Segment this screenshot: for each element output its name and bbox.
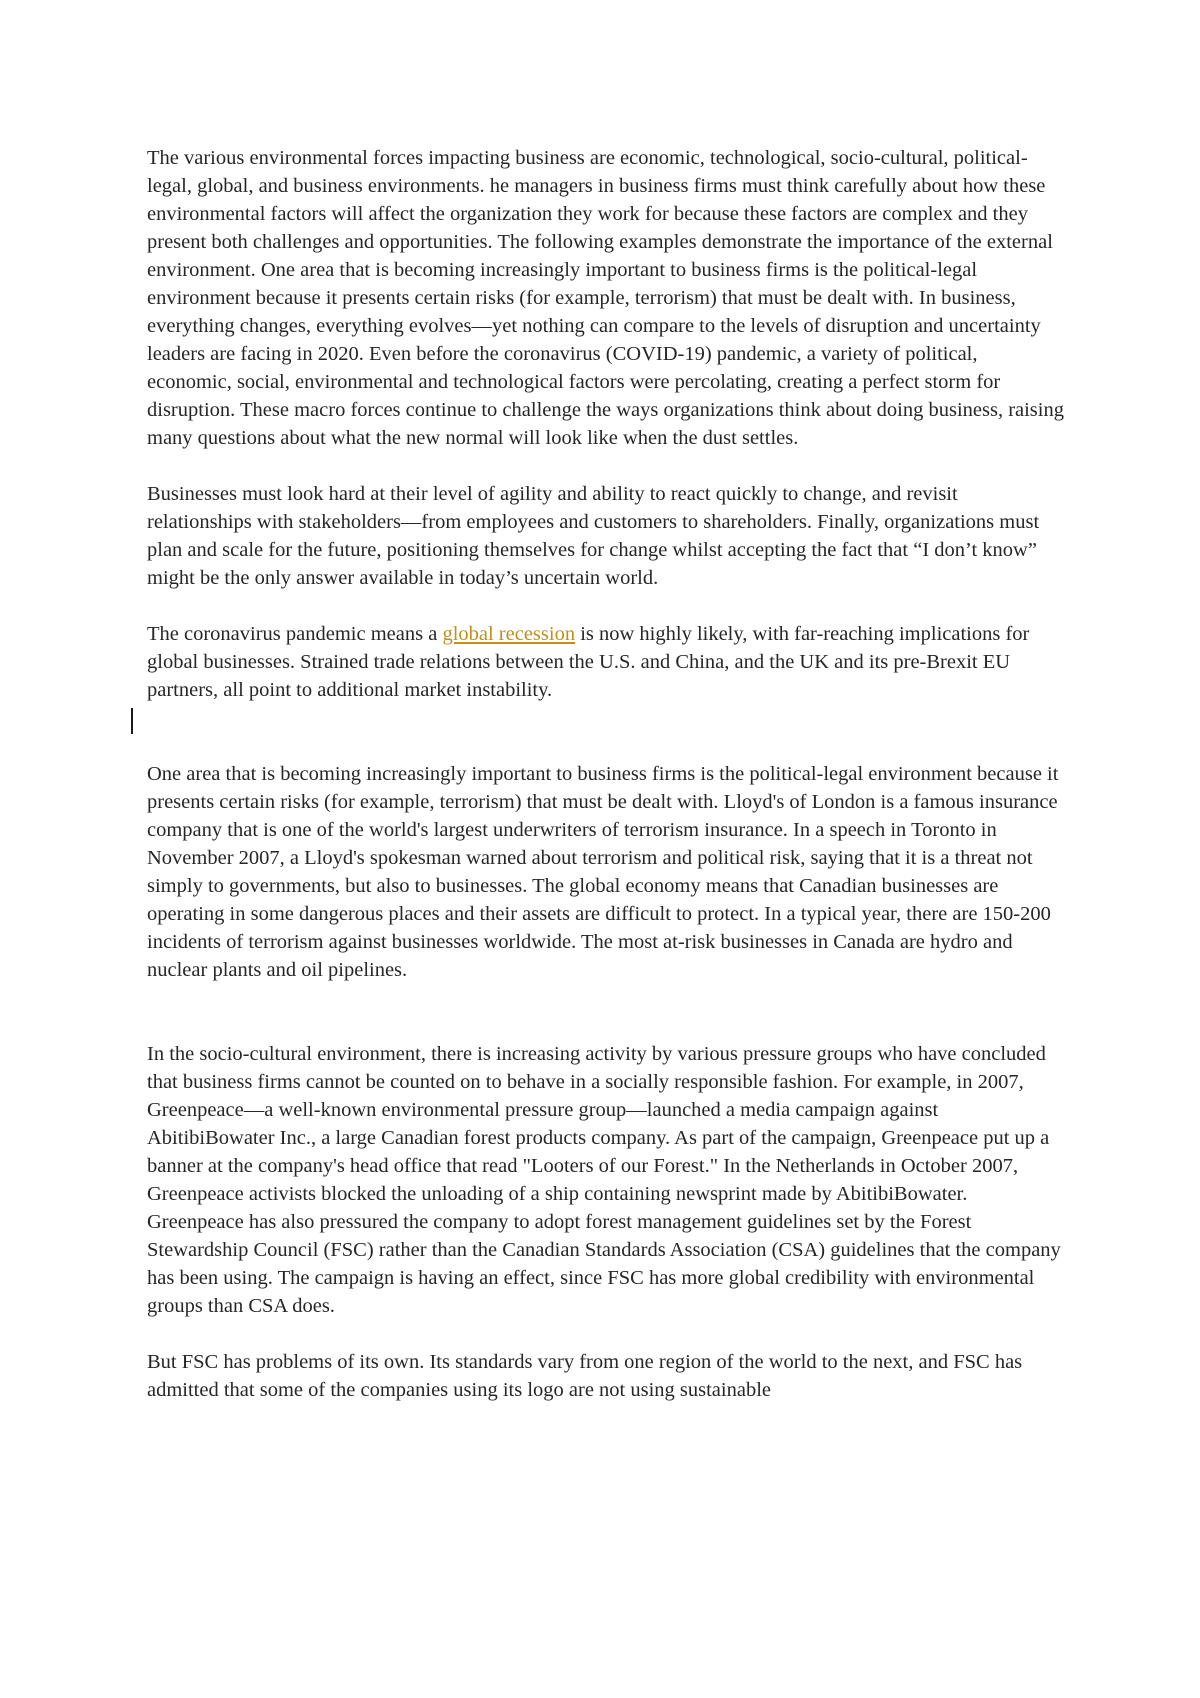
paragraph-political-legal: One area that is becoming increasingly important to business firms is the political-legal environment because it presents certain risks (for example, terrorism) that must be dealt with. Lloyd's of London is a famous insurance company that is one of the world's largest underwriters of terrorism insurance. In a speech in Toronto in November 2007, a Lloyd's spokesman warned about terrorism and political risk, saying that it is a threat not simply to governments, but also to businesses. The global economy means that Canadian businesses are operating in some dangerous places and their assets are difficult to protect. In a typical year, there are 150-200 incidents of terrorism against businesses worldwide. The most at-risk businesses in Canada are hydro and nuclear plants and oil pipelines. xyxy=(147,763,1059,981)
paragraph-spacer xyxy=(147,704,1067,760)
paragraph-agility: Businesses must look hard at their level of agility and ability to react quickly to change, and revisit relationships with stakeholders—from employees and customers to shareholders. Finally, organizations must plan and scale for the future, positioning themselves for change whilst accepting the fact that “I don’t know” might be the only answer available in today’s uncertain world. xyxy=(147,483,1040,589)
paragraph-text-before-link: The coronavirus pandemic means a xyxy=(147,623,443,645)
paragraph-fsc-problems: But FSC has problems of its own. Its standards vary from one region of the world to the next, and FSC has admitted that some of the companies using its logo are not using sustainable xyxy=(147,1351,1023,1401)
paragraph-environmental-forces: The various environmental forces impacting business are economic, technological, socio-cultural, political-legal, global, and business environments. he managers in business firms must think carefully about how these environmental factors will affect the organization they work for because these factors are complex and they present both challenges and opportunities. The following examples demonstrate the importance of the external environment. One area that is becoming increasingly important to business firms is the political-legal environment because it presents certain risks (for example, terrorism) that must be dealt with. In business, everything changes, everything evolves—yet nothing can compare to the levels of disruption and uncertainty leaders are facing in 2020. Even before the coronavirus (COVID-19) pandemic, a variety of political, economic, social, environmental and technological factors were percolating, creating a perfect storm for disruption. These macro forces continue to challenge the ways organizations think about doing business, raising many questions about what the new normal will look like when the dust settles. xyxy=(147,147,1064,449)
paragraph-socio-cultural: In the socio-cultural environment, there is increasing activity by various pressure groups who have concluded that business firms cannot be counted on to behave in a socially responsible fashion. For example, in 2007, Greenpeace—a well-known environmental pressure group—launched a media campaign against AbitibiBowater Inc., a large Canadian forest products company. As part of the campaign, Greenpeace put up a banner at the company's head office that read "Looters of our Forest." In the Netherlands in October 2007, Greenpeace activists blocked the unloading of a ship containing newsprint made by AbitibiBowater. Greenpeace has also pressured the company to adopt forest management guidelines set by the Forest Stewardship Council (FSC) rather than the Canadian Standards Association (CSA) guidelines that the company has been using. The campaign is having an effect, since FSC has more global credibility with environmental groups than CSA does. xyxy=(147,1043,1061,1317)
paragraph-spacer xyxy=(147,592,1067,620)
text-cursor-caret xyxy=(131,708,133,734)
paragraph-text-after-link: is now highly likely, with far-reaching implications for global businesses. Strained trade relations between the U.S. and China, and the UK and its pre-Brexit EU partners, all point to additional market instability. xyxy=(147,623,1030,701)
document-body[interactable] xyxy=(147,144,1067,1404)
global-recession-link[interactable]: global recession xyxy=(442,623,576,645)
paragraph-spacer xyxy=(147,1320,1067,1348)
paragraph-coronavirus-recession xyxy=(147,620,1067,704)
paragraph-spacer xyxy=(147,452,1067,480)
paragraph-spacer xyxy=(147,984,1067,1040)
